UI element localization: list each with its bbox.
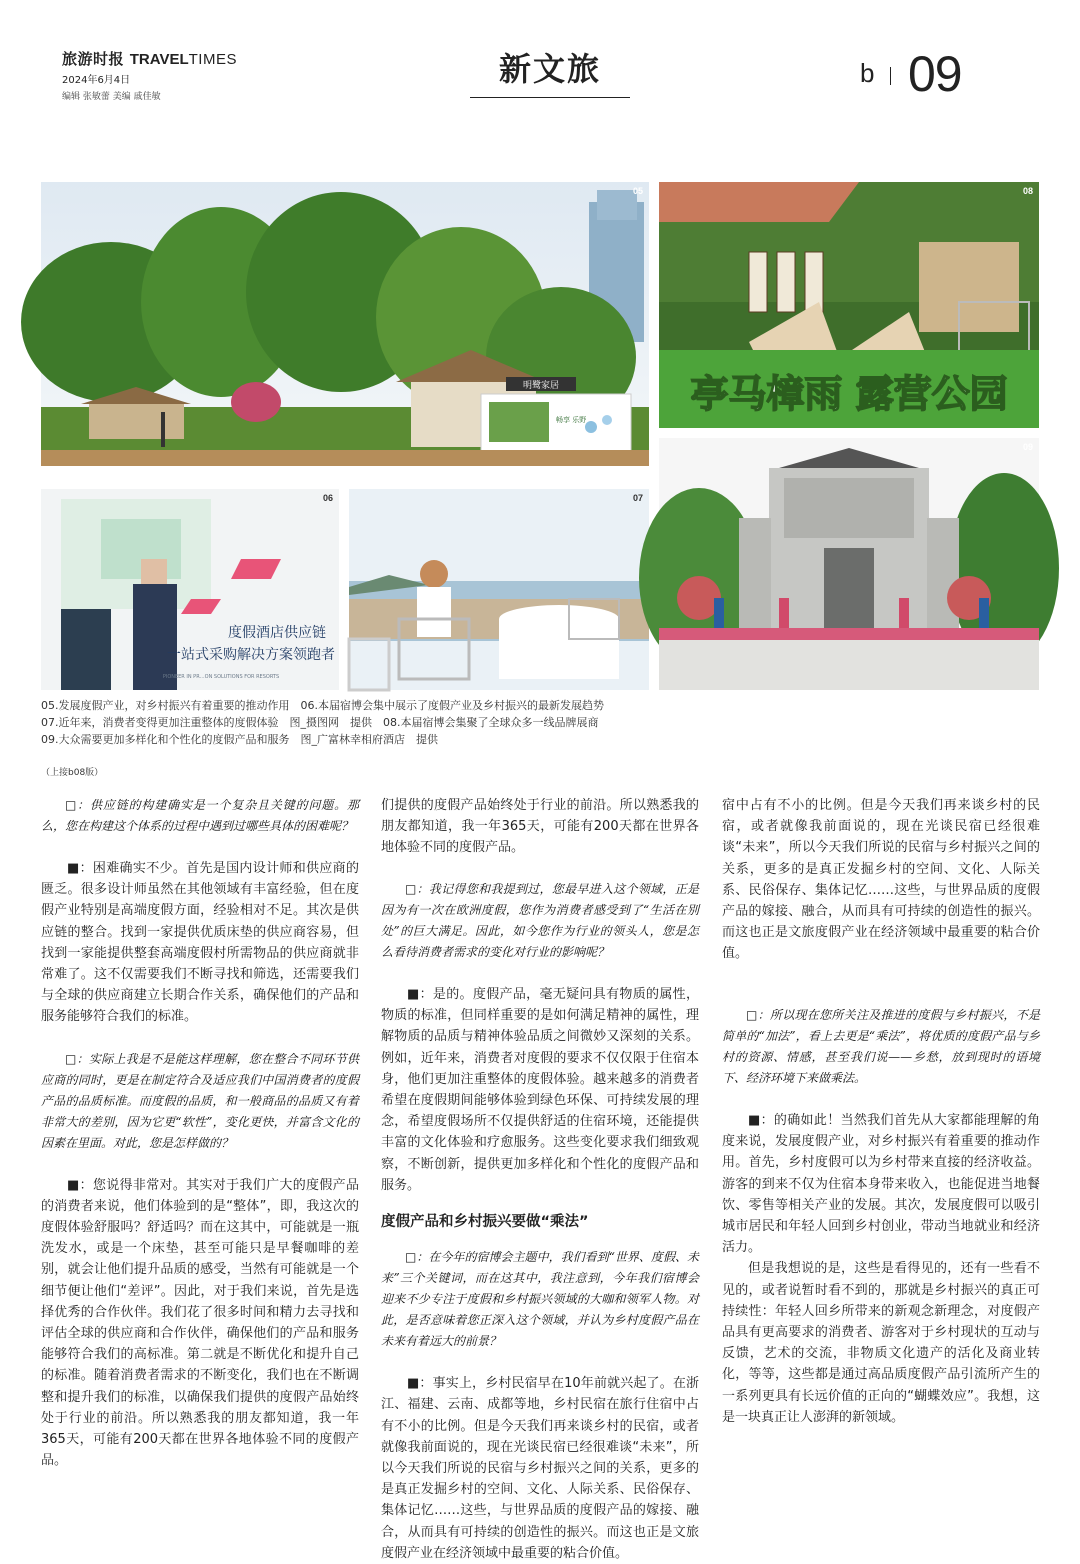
caption-line: 07.近年来，消费者变得更加注重整体的度假体验 图_摄图网 提供 08.本届宿博会集聚了全球众多一线品牌展商 <box>41 716 599 729</box>
newspaper-brand <box>62 50 282 69</box>
speaker-stage-illustration <box>41 489 339 690</box>
interview-question: □：所以现在您所关注及推进的度假与乡村振兴，不是简单的“加法”，看上去更是“乘法”，将优质的度假产品与乡村的资源、情感，甚至我们说——乡愁，放到现时的语境下、经济环境下来做乘法。 <box>722 1008 1040 1085</box>
interview-answer: ■：事实上，乡村民宿早在10年前就兴起了。在浙江、福建、云南、成都等地，乡村民宿在旅行住宿中占有不小的比例。但是今天我们再来谈乡村的民宿，或者就像我前面说的，现在光谈民宿已经很难谈“未来”，所以今天我们所说的民宿与乡村振兴之间的关系，更多的是真正发掘乡村的空间、文化、人际关系、民俗保存、集体记忆……这些，与世界品质的度假产品的嫁接、融合，从而具有可持续的创造性的振兴。而这也正是文旅度假产业在经济领域中最重要的粘合价值。 <box>381 1376 699 1561</box>
hotel-gate-illustration <box>659 438 1039 690</box>
photo-07-label: 07 <box>632 493 643 503</box>
section-title: 新文旅 <box>498 50 601 88</box>
page-separator <box>890 67 891 85</box>
photo-05-label: 05 <box>632 186 643 196</box>
interview-answer: ■：您说得非常对。其实对于我们广大的度假产品的消费者来说，他们体验到的是“整体”，即，我这次的度假体验舒服吗？舒适吗？而在这其中，可能就是一瓶洗发水，或是一个床垫，甚至可能只是早餐咖啡的差别，就会让他们提升品质的感受，当然有可能就是一个细节便让他们“差评”。因此，对于我们来说，首先是选择优秀的合作伙伴。我们花了很多时间和精力去寻找和评估全球的供应商和合作伙伴，确保他们的产品和服务能够符合我们的高标准。第二就是不断优化和提升自己的标准。随着消费者需求的不断变化，我们也在不断调整和提升我们的标准，以确保我们提供的度假产品始终处于行业的前沿。所以熟悉我的朋友都知道，我一年365天，可能有200天都在世界各地体验不同的度假产品。 <box>41 1177 359 1469</box>
camping-park-banner: 亭马樟雨 露营公园 <box>690 372 1008 416</box>
caption-line: 05.发展度假产业，对乡村振兴有着重要的推动作用 06.本届宿博会集中展示了度假产业及乡村振兴的最新发展趋势 <box>41 699 604 712</box>
editors-credit: 编辑 张敏蕾 美编 戚佳敏 <box>62 92 161 102</box>
photo-09-hotel-gate <box>659 438 1039 690</box>
masthead <box>62 50 282 102</box>
issue-date: 2024年6月4日 <box>62 75 131 86</box>
camping-park-illustration <box>659 182 1039 428</box>
brand-en-bold: TRAVEL <box>129 51 189 68</box>
interview-answer-continued <box>722 795 1040 984</box>
screen-small-text: PIONEER IN PR…ON SOLUTIONS FOR RESORTS <box>162 674 280 680</box>
screen-title: 度假酒店供应链 <box>228 625 326 641</box>
article-column-3 <box>722 795 1040 1428</box>
photo-06-speaker-stage <box>41 489 339 690</box>
garden-exhibit-illustration <box>41 182 649 466</box>
photo-08-camping-park <box>659 182 1039 428</box>
interview-answer-continued <box>381 795 699 858</box>
section-title-underline <box>470 97 630 98</box>
caption-line: 09.大众需要更加多样化和个性化的度假产品和服务 图_广富林幸相府酒店 提供 <box>41 733 438 746</box>
section-subheading: 度假产品和乡村振兴要做“乘法” <box>381 1214 589 1231</box>
photo-05-garden-exhibit <box>41 182 649 466</box>
interview-answer: ■：的确如此！当然我们首先从大家都能理解的角度来说，发展度假产业，对乡村振兴有着重要的推动作用。首先，乡村度假可以为乡村带来直接的经济收益。游客的到来不仅为住宿本身带来收入，也能促进当地餐饮、零售等相关产业的发展。其次，发展度假可以吸引城市居民和年轻人回到乡村创业，带动当地就业和经济活力。 <box>722 1113 1040 1256</box>
article-column-1 <box>41 795 359 1469</box>
answer-continuation: 们提供的度假产品始终处于行业的前沿。所以熟悉我的朋友都知道，我一年365天，可能有200天都在世界各地体验不同的度假产品。 <box>381 798 699 856</box>
exhibit-sign: 明鹭家居 <box>522 381 560 391</box>
page-number: 09 <box>908 46 962 102</box>
interview-answer: ■：是的。度假产品，毫无疑问具有物质的属性，物质的标准，但同样重要的是如何满足精神的属性，理解物质的品质与精神体验品质之间微妙又深刻的关系。例如，近年来，消费者对度假的要求不仅仅限于住宿本身，他们更加注重整体的度假体验。越来越多的消费者希望在度假期间能够体验到绿色环保、可持续发展的理念，希望度假场所不仅提供舒适的住宿环境，还能提供丰富的文化体验和疗愈服务。这些变化要求我们细致观察，不断创新，提供更加多样化和个性化的度假产品和服务。 <box>381 987 699 1193</box>
interview-question: □：在今年的宿博会主题中，我们看到“世界、度假、未来”三个关键词，而在这其中，我注意到，今年我们宿博会迎来不少专注于度假和乡村振兴领域的大咖和领军人物。对此，是否意味着您正深入这个领域，并认为乡村度假产品在未来有着远大的前景？ <box>381 1250 699 1349</box>
brand-cn: 旅游时报 <box>62 50 125 68</box>
screen-subtitle: 一站式采购解决方案领跑者 <box>167 647 335 663</box>
photo-09-label: 09 <box>1022 442 1033 452</box>
photo-08-label: 08 <box>1022 186 1033 196</box>
article-column-2 <box>381 795 699 1561</box>
interview-answer-paragraph: 但是我想说的是，这些是看得见的，还有一些看不见的，或者说暂时看不到的，那就是乡村振兴的真正可持续性：年轻人回乡所带来的新观念新理念，对度假产品具有更高要求的消费者、游客对于乡村现状的互动与反馈，艺术的交流，非物质文化遗产的活化及商业转化，等等，这些都是通过高品质度假产品引流所产生的一系列更具有长远价值的正向的“蝴蝶效应”。我想，这是一块真正让人澎湃的新领域。 <box>722 1261 1040 1425</box>
interview-question: □：实际上我是不是能这样理解，您在整合不同环节供应商的同时，更是在制定符合及适应我们中国消费者的度假产品的品质标准。而度假的品质，和一般商品的品质又有着非常大的差别，因为它更“软性”，变化更快，并富含文化的因素在里面。对此，您是怎样做的？ <box>41 1051 359 1150</box>
photo-07-seaside-terrace <box>349 489 649 690</box>
continued-from-note: （上接b08版） <box>41 768 104 778</box>
interview-question: □：我记得您和我提到过，您最早进入这个领域，正是因为有一次在欧洲度假，您作为消费者感受到了“生活在别处”的巨大满足。因此，如今您作为行业的领头人，您是怎么看待消费者需求的变化对行业的影响呢？ <box>381 882 699 959</box>
page-letter: b <box>860 58 875 88</box>
seaside-terrace-illustration <box>349 489 649 690</box>
brand-en-light: TIMES <box>188 51 237 68</box>
answer-continuation: 宿中占有不小的比例。但是今天我们再来谈乡村的民宿，或者就像我前面说的，现在光谈民宿已经很难谈“未来”，所以今天我们所说的民宿与乡村振兴之间的关系，更多的是真正发掘乡村的空间、文化、人际关系、民俗保存、集体记忆……这些，与世界品质的度假产品的嫁接、融合，从而具有可持续的创造性的振兴。而这也正是文旅度假产业在经济领域中最重要的粘合价值。 <box>722 798 1040 962</box>
exhibit-board-text: 畅享 乐野 <box>556 416 587 424</box>
interview-question: □：供应链的构建确实是一个复杂且关键的问题。那么，您在构建这个体系的过程中遇到过哪些具体的困难呢？ <box>41 798 359 833</box>
interview-answer: ■：困难确实不少。首先是国内设计师和供应商的匮乏。很多设计师虽然在其他领域有丰富经验，但在度假产业特别是高端度假方面，经验相对不足。其次是供应链的整合。找到一家提供优质床垫的供应商容易，但找到一家能提供整套高端度假村所需物品的供应商就非常难了。这不仅需要我们不断寻找和筛选，还需要我们与全球的供应商建立长期合作关系，确保他们的产品和服务能够符合我们的标准。 <box>41 861 359 1025</box>
photo-06-label: 06 <box>322 493 333 503</box>
photo-captions <box>41 697 1041 748</box>
